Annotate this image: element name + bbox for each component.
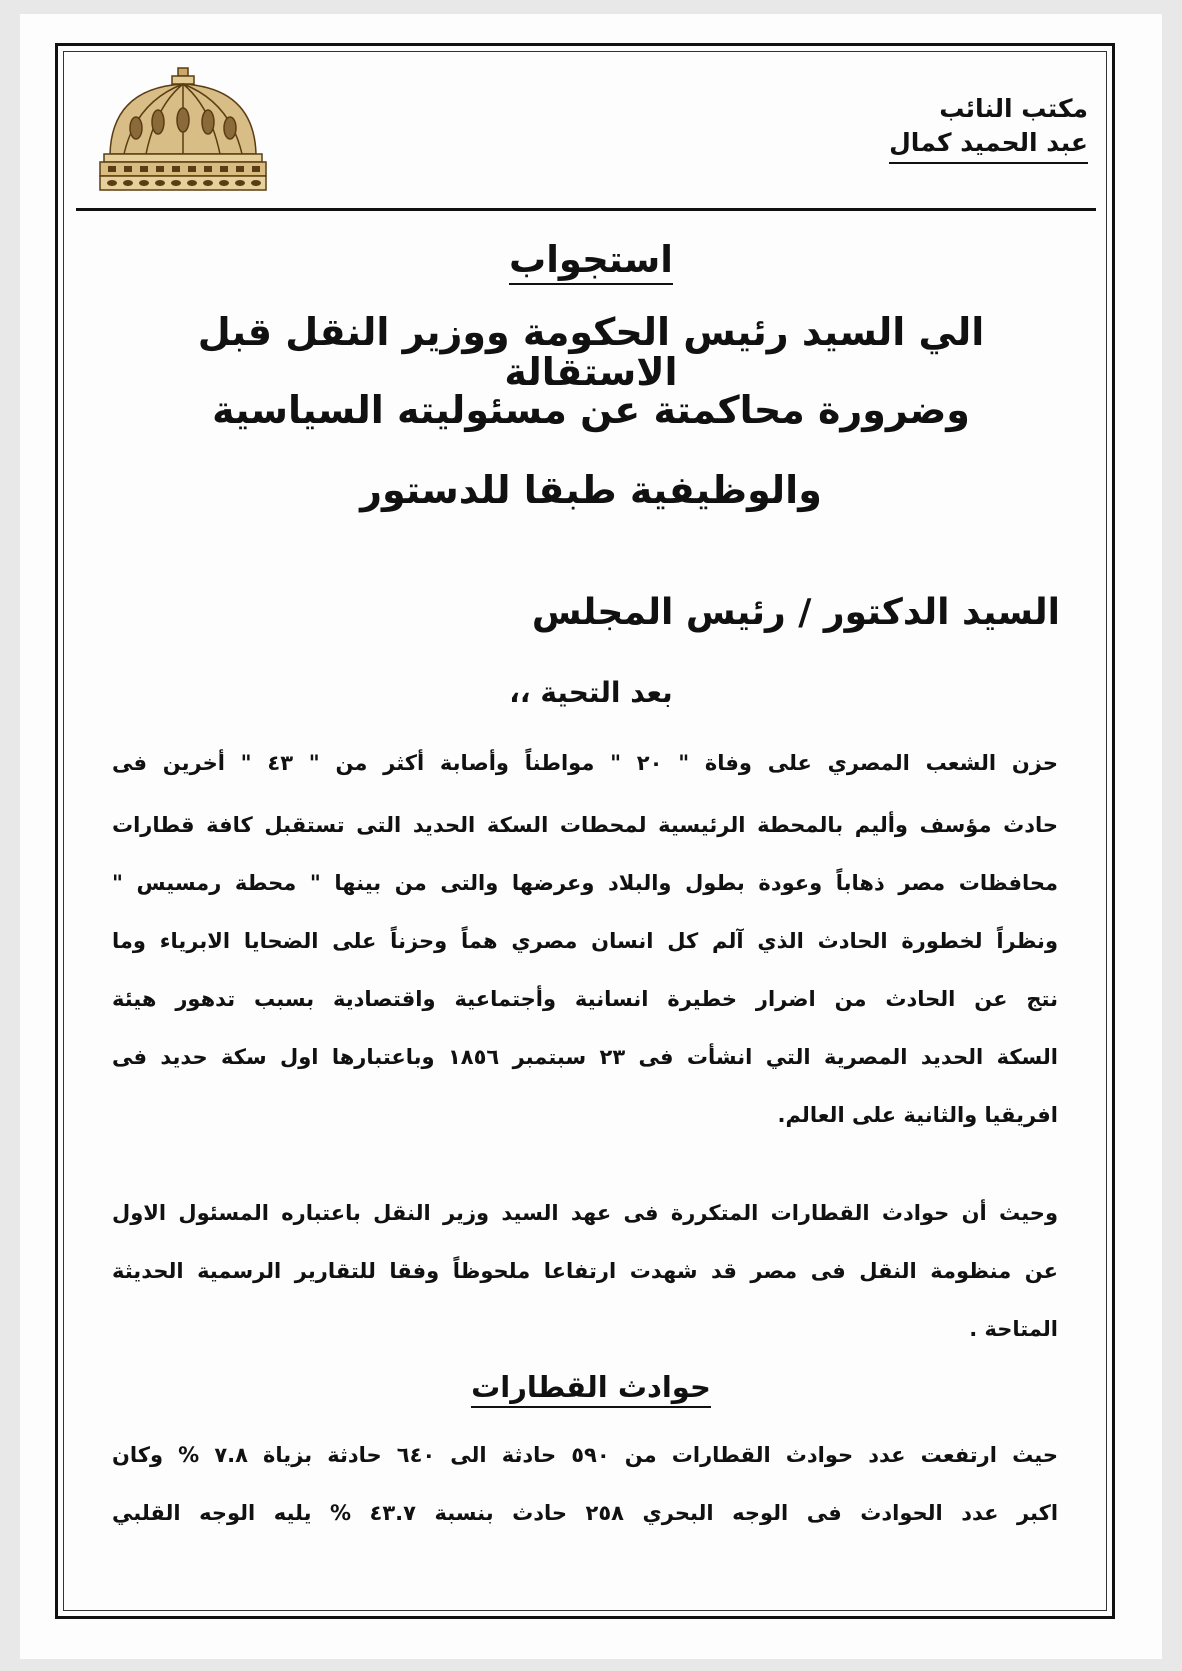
document-title: استجواب — [0, 238, 1182, 281]
subtitle-line-2: وضرورة محاكمتة عن مسئوليته السياسية — [212, 388, 970, 432]
header-divider — [76, 208, 1096, 211]
paragraph2-line: وحيث أن حوادث القطارات المتكررة فى عهد السيد وزير النقل باعتباره المسئول الاول — [112, 1201, 1058, 1225]
paragraph1-line: السكة الحديد المصرية التي انشأت فى ٢٣ سبتمبر ١٨٥٦ وباعتبارها اول سكة حديد فى — [112, 1045, 1059, 1069]
paragraph1-line: حزن الشعب المصري على وفاة " ٢٠ " مواطناً وأصابة أكثر من " ٤٣ " أخرين فى — [112, 751, 1058, 775]
mp-office-header — [889, 92, 1088, 164]
subtitle-line-1: الي السيد رئيس الحكومة ووزير النقل قبل الاستقالة — [197, 310, 985, 394]
addressee: السيد الدكتور / رئيس المجلس — [531, 592, 1060, 633]
greeting: بعد التحية ،، — [509, 676, 673, 709]
paragraph2-line: عن منظومة النقل فى مصر قد شهدت ارتفاعا ملحوظاً وفقا للتقارير الرسمية الحديثة — [112, 1259, 1058, 1283]
office-title: مكتب النائب — [939, 94, 1088, 123]
mp-name: عبد الحميد كمال — [889, 126, 1088, 164]
paragraph1-line: ونظراً لخطورة الحادث الذي آلم كل انسان مصري هماً وحزناً على الضحايا الابرياء وما — [112, 929, 1058, 953]
paragraph1-line: افريقيا والثانية على العالم. — [777, 1103, 1058, 1127]
paragraph1-line: نتج عن الحادث من اضرار خطيرة انسانية وأجتماعية واقتصادية بسبب تدهور هيئة — [112, 987, 1058, 1011]
section-title-train-accidents: حوادث القطارات — [0, 1370, 1182, 1404]
paragraph2-line: المتاحة . — [969, 1317, 1058, 1341]
paragraph3-line: اكبر عدد الحوادث فى الوجه البحري ٢٥٨ حادث بنسبة ٤٣.٧ % يليه الوجه القلبي — [112, 1501, 1059, 1525]
subtitle-line-3: والوظيفية طبقا للدستور — [360, 468, 822, 512]
paragraph3-line: حيث ارتفعت عدد حوادث القطارات من ٥٩٠ حادثة الى ٦٤٠ حادثة بزياة ٧.٨ % وكان — [112, 1443, 1059, 1467]
paragraph1-line: محافظات مصر ذهاباً وعودة بطول والبلاد وعرضها والتى من بينها " محطة رمسيس " — [112, 871, 1058, 895]
paragraph1-line: حادث مؤسف وأليم بالمحطة الرئيسية لمحطات السكة الحديد التى تستقبل كافة قطارات — [112, 813, 1058, 837]
parliament-dome-logo — [96, 66, 270, 196]
